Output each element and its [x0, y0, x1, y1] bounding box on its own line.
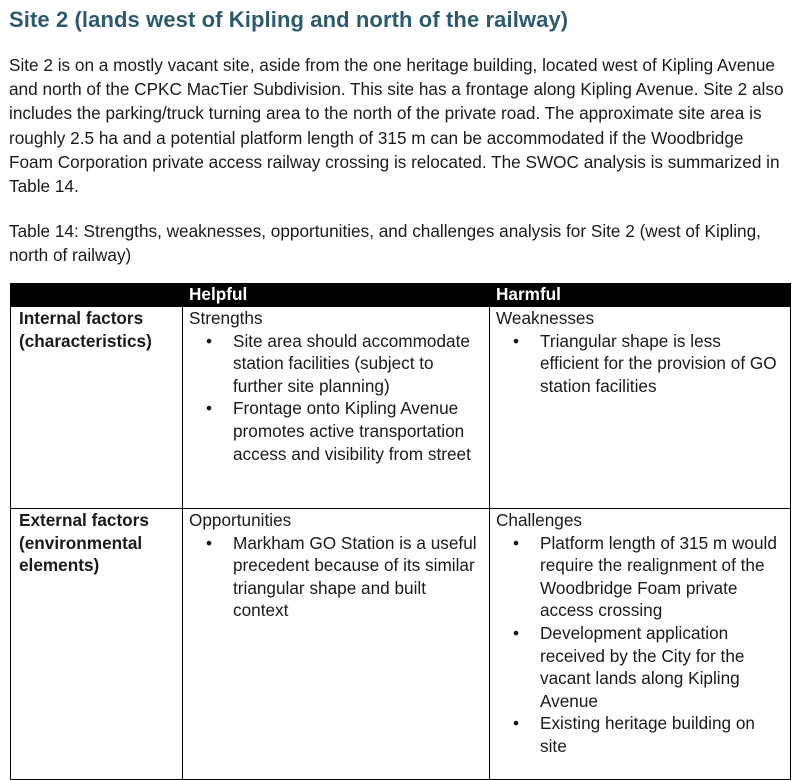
challenges-title: Challenges: [496, 510, 582, 530]
cell-strengths: [183, 307, 490, 509]
table-caption: Table 14: Strengths, weaknesses, opportunities, and challenges analysis for Site 2 (west of Kipling, north of railway): [9, 221, 761, 265]
cell-challenges: [490, 509, 791, 780]
opportunities-list: [189, 532, 483, 622]
header-helpful: Helpful: [183, 284, 490, 307]
list-item: • Markham GO Station is a useful precedent because of its similar triangular shape and built context: [233, 532, 483, 622]
section-heading: Site 2 (lands west of Kipling and north of the railway): [9, 7, 569, 32]
body-paragraph: Site 2 is on a mostly vacant site, aside from the one heritage building, located west of Kipling Avenue and north of the CPKC MacTier Subdivision. This site has a frontage along Kipling Avenue. Site 2 also includes the parking/truck turning area to the north of the private road. The approximate site area is roughly 2.5 ha and a potential platform length of 315 m can be accommodated if the Woodbridge Foam Corporation private access railway crossing is relocated. The SWOC analysis is summarized in Table 14.: [9, 55, 784, 197]
header-harmful: Harmful: [490, 284, 791, 307]
list-item: • Platform length of 315 m would require the realignment of the Woodbridge Foam private access crossing: [540, 532, 784, 622]
swoc-table: [10, 283, 791, 780]
header-blank-cell: [11, 284, 183, 307]
list-item: • Frontage onto Kipling Avenue promotes active transportation access and visibility from street: [233, 397, 483, 465]
table-row: [11, 509, 791, 780]
cell-weaknesses: [490, 307, 791, 509]
list-item: • Triangular shape is less efficient for the provision of GO station facilities: [540, 330, 784, 398]
weaknesses-list: [496, 330, 784, 398]
list-item: • Site area should accommodate station facilities (subject to further site planning): [233, 330, 483, 398]
row-label-internal: Internal factors (characteristics): [11, 307, 183, 509]
cell-opportunities: [183, 509, 490, 780]
weaknesses-title: Weaknesses: [496, 308, 595, 328]
opportunities-title: Opportunities: [189, 510, 292, 530]
list-item: • Existing heritage building on site: [540, 712, 784, 757]
row-label-external: External factors (environmental elements): [11, 509, 183, 780]
list-item: • Development application received by the City for the vacant lands along Kipling Avenue: [540, 622, 784, 712]
table-header-row: [11, 284, 791, 307]
strengths-title: Strengths: [189, 308, 263, 328]
strengths-list: [189, 330, 483, 466]
table-row: [11, 307, 791, 509]
challenges-list: [496, 532, 784, 758]
